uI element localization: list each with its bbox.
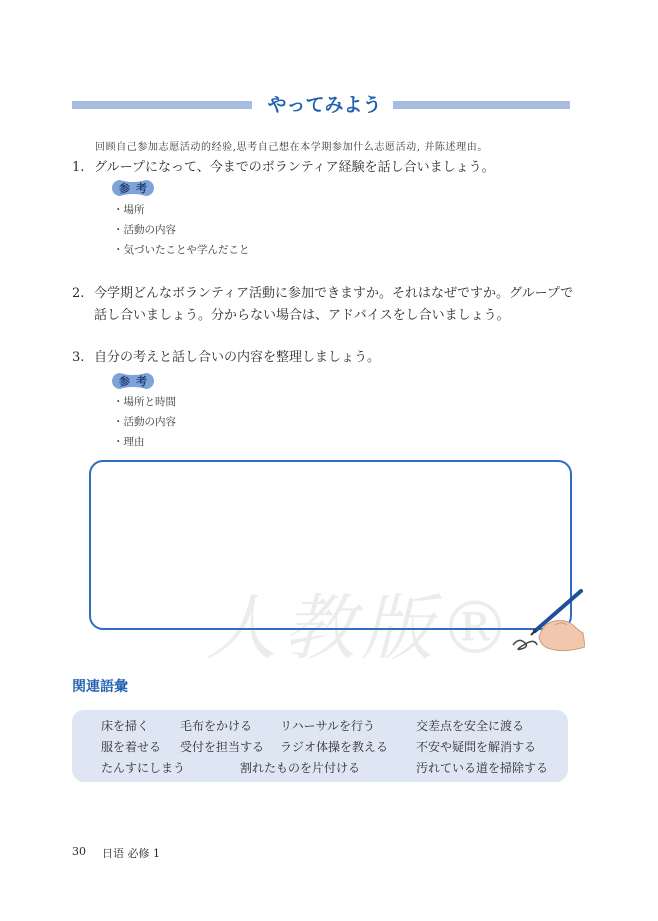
vocabulary-box: [72, 710, 568, 782]
reference-list-2: [113, 392, 176, 452]
question-3: [72, 347, 380, 369]
reference-item: ・気づいたことや学んだこと: [113, 244, 250, 256]
question-text: 自分の考えと話し合いの内容を整理しましょう。: [94, 350, 381, 365]
reference-item: ・場所と時間: [113, 396, 176, 408]
vocabulary-item: 不安や疑問を解消する: [416, 740, 537, 754]
vocabulary-item: 床を掃く: [101, 719, 150, 733]
question-text-line1: 今学期どんなボランティア活動に参加できますか。それはなぜですか。グループで: [94, 286, 574, 301]
reference-item: ・場所: [113, 204, 145, 216]
question-text: グループになって、今までのボランティア経験を話し合いましょう。: [94, 160, 495, 175]
section-title: やってみよう: [267, 94, 382, 116]
reference-badge: [111, 372, 155, 390]
reference-label: 参考: [119, 375, 153, 388]
reference-list-1: [113, 200, 250, 260]
reference-item: ・活動の内容: [113, 416, 176, 428]
vocabulary-item: 汚れている道を掃除する: [416, 761, 549, 775]
vocabulary-item: 毛布をかける: [180, 719, 253, 733]
page-number: 30: [72, 845, 86, 858]
vocabulary-item: 割れたものを片付ける: [240, 761, 361, 775]
title-bar-right: [393, 101, 570, 109]
vocabulary-item: リハーサルを行う: [280, 719, 376, 733]
vocabulary-item: 受付を担当する: [180, 740, 265, 754]
question-text-line2: 話し合いましょう。分からない場合は、アドバイスをし合いましょう。: [94, 308, 510, 323]
question-1: [72, 157, 495, 179]
publisher-watermark: 人教版®: [205, 586, 518, 670]
vocabulary-item: ラジオ体操を教える: [280, 740, 389, 754]
question-number: 1.: [72, 160, 85, 175]
intro-text: 回顾自己参加志愿活动的经验,思考自己想在本学期参加什么志愿活动, 并陈述理由。: [95, 142, 488, 153]
book-title: 日语 必修 1: [102, 847, 160, 860]
reference-item: ・理由: [113, 436, 145, 448]
reference-item: ・活動の内容: [113, 224, 176, 236]
vocabulary-item: 服を着せる: [101, 740, 162, 754]
question-number: 3.: [72, 350, 85, 365]
reference-label: 参考: [119, 182, 153, 195]
writing-hand-icon: [505, 585, 585, 660]
question-2: [72, 283, 582, 327]
vocabulary-title: 関連語彙: [72, 679, 128, 695]
vocabulary-item: たんすにしまう: [101, 761, 186, 775]
vocabulary-item: 交差点を安全に渡る: [416, 719, 525, 733]
title-bar-left: [72, 101, 252, 109]
reference-badge: [111, 179, 155, 197]
question-number: 2.: [72, 286, 85, 301]
